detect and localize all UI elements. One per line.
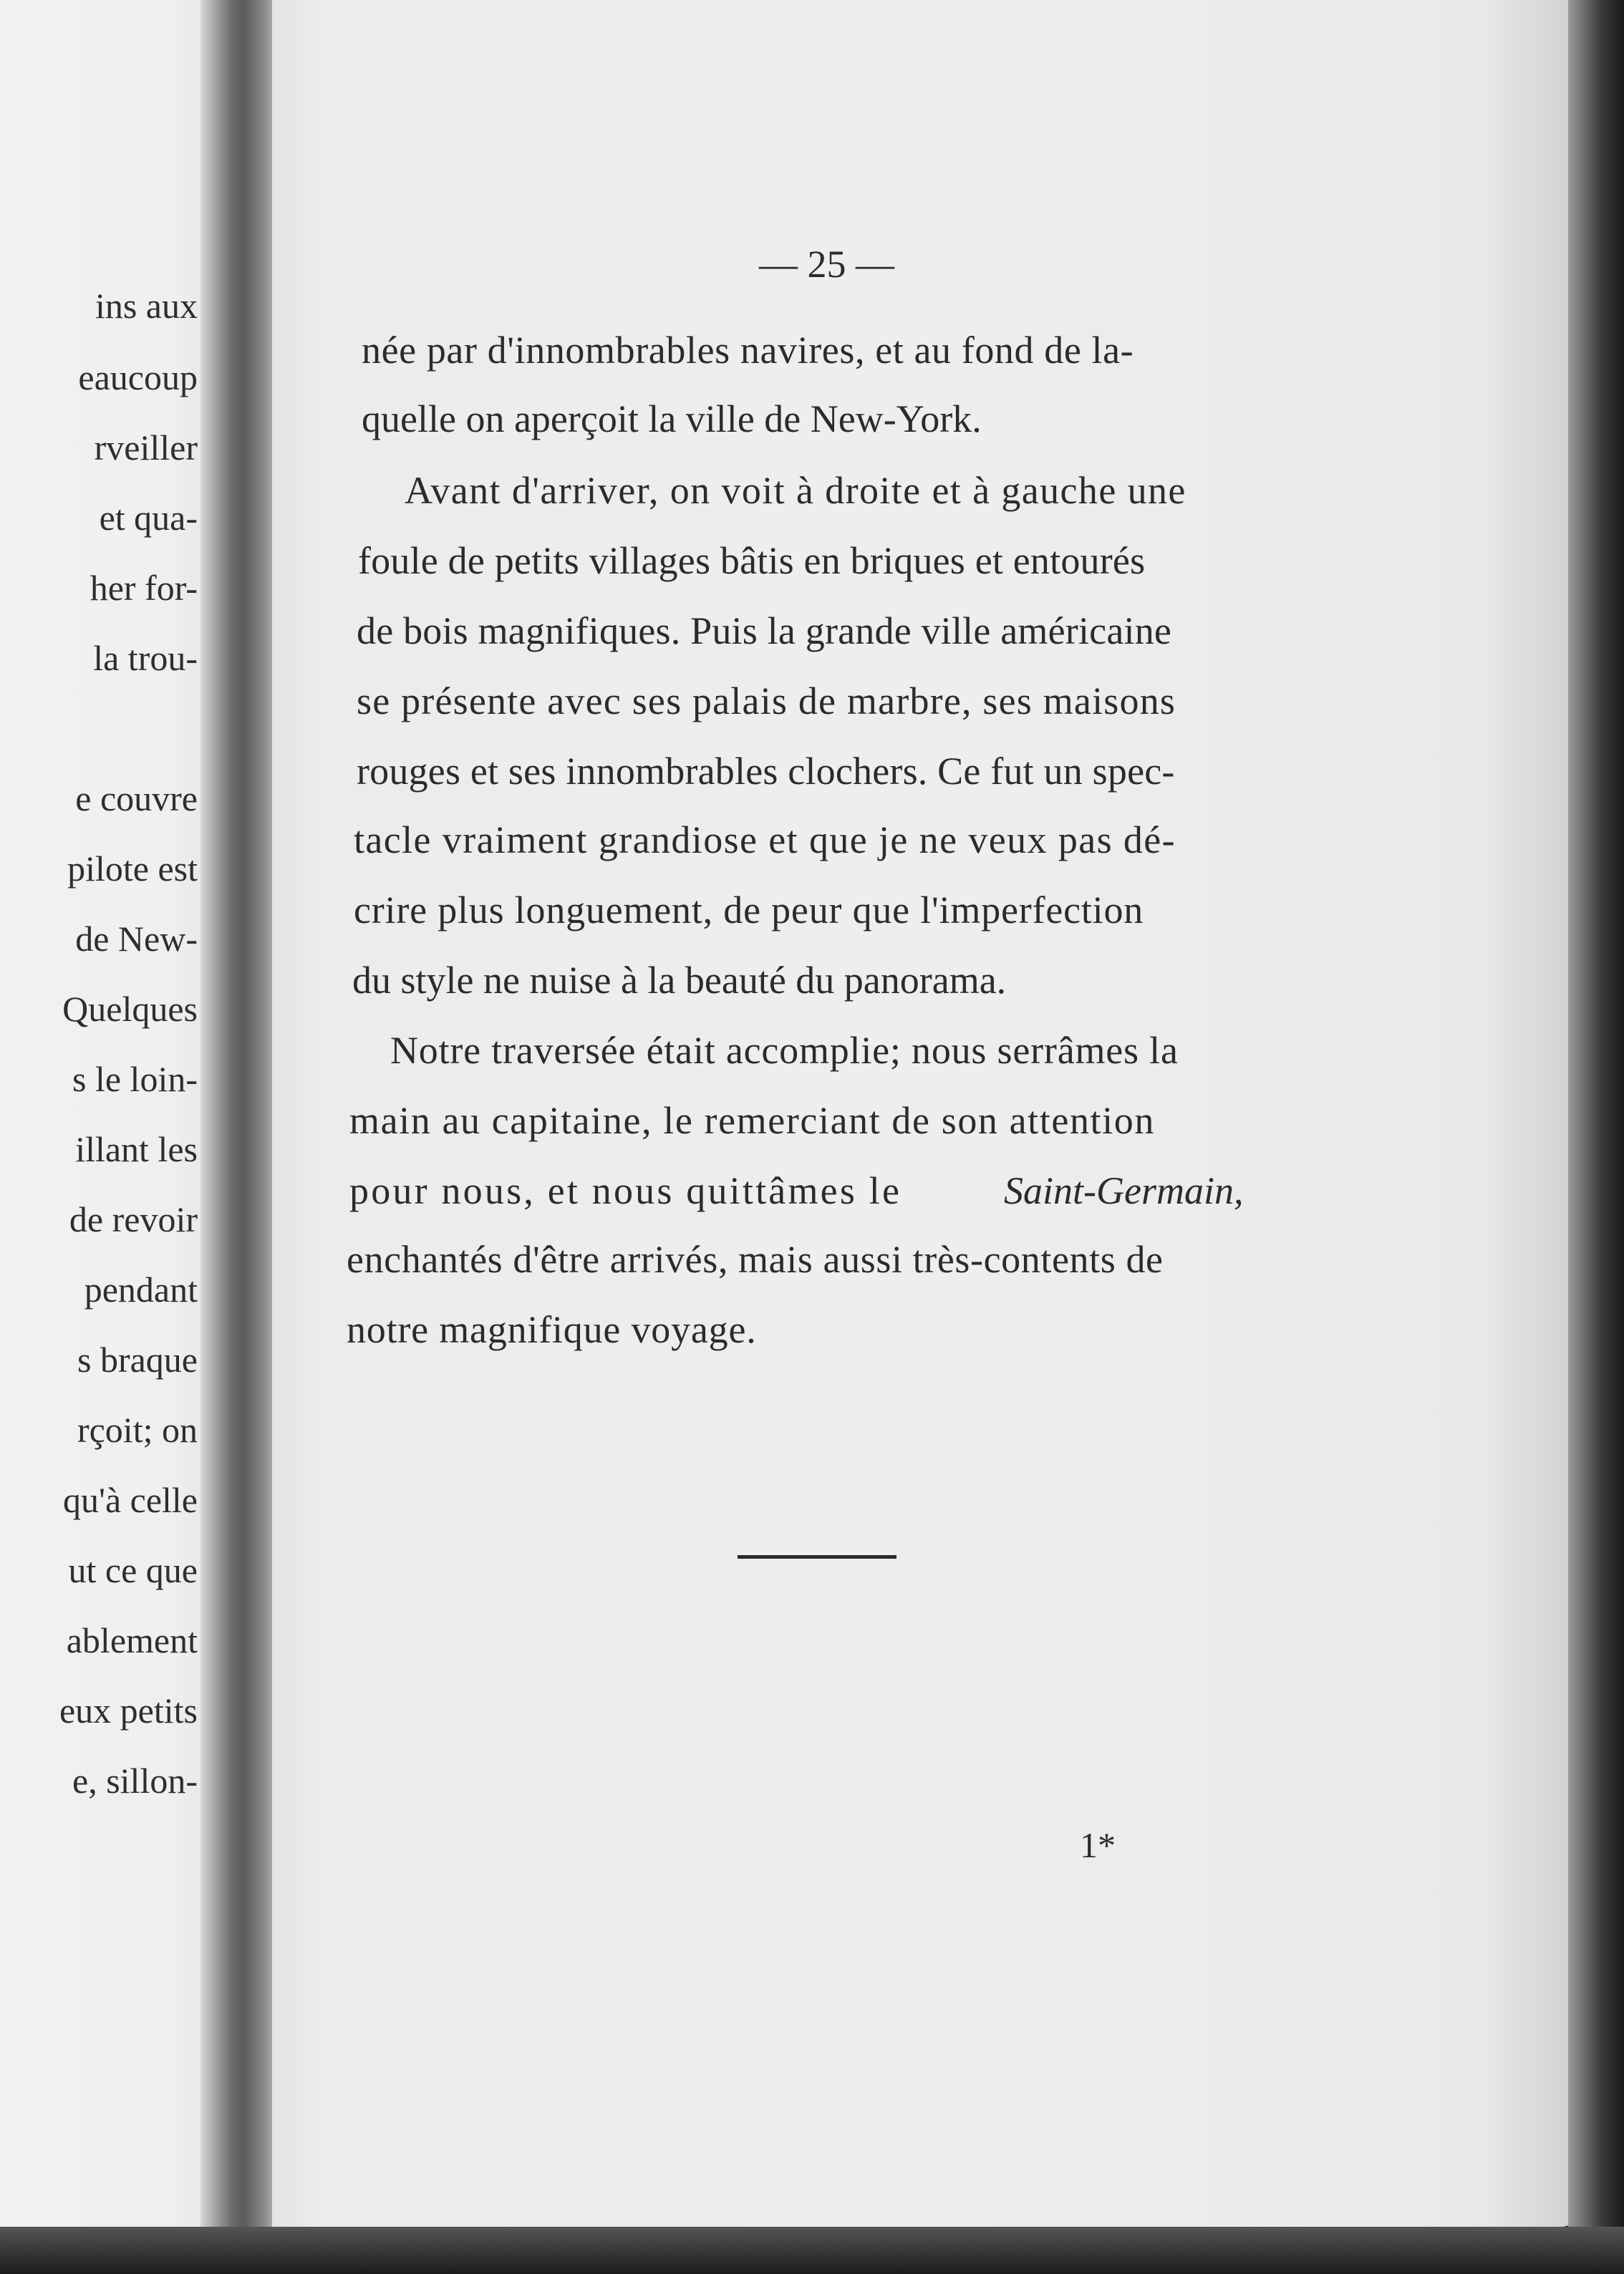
previous-page-line: rveiller (94, 427, 198, 468)
previous-page-line: de revoir (69, 1199, 198, 1239)
text-line: Notre traversée était accomplie; nous serrâmes la (390, 1029, 1179, 1072)
previous-page-line: qu'à celle (62, 1480, 198, 1520)
page-bottom-edge (0, 2227, 1624, 2274)
previous-page-line: la trou- (93, 638, 198, 678)
previous-page-line: ins aux (95, 286, 198, 326)
previous-page-line: s le loin- (72, 1059, 198, 1099)
signature-mark: 1* (1080, 1825, 1116, 1865)
previous-page-line: pilote est (67, 848, 198, 889)
text-line: main au capitaine, le remerciant de son attention (349, 1099, 1155, 1142)
text-line: crire plus longuement, de peur que l'imperfection (354, 889, 1144, 932)
previous-page-line: de New- (75, 919, 198, 959)
previous-page-line: s braque (77, 1340, 198, 1380)
text-line: foule de petits villages bâtis en briques et entourés (358, 539, 1146, 582)
previous-page-line: rçoit; on (77, 1410, 198, 1450)
text-line: tacle vraiment grandiose et que je ne veux pas dé- (354, 818, 1176, 861)
previous-page-line: ut ce que (68, 1550, 198, 1590)
text-line: se présente avec ses palais de marbre, ses maisons (357, 679, 1176, 722)
text-line: quelle on aperçoit la ville de New-York. (362, 397, 982, 440)
end-of-chapter-rule (738, 1555, 896, 1559)
page-number: — 25 — (759, 243, 894, 286)
previous-page (0, 0, 215, 2234)
previous-page-line: eaucoup (78, 357, 198, 397)
ship-name: Saint-Germain, (1004, 1169, 1244, 1212)
previous-page-line: illant les (75, 1129, 198, 1169)
previous-page-line: eux petits (59, 1690, 198, 1731)
text-line: notre magnifique voyage. (347, 1308, 757, 1351)
text-line: pour nous, et nous quittâmes le (349, 1169, 902, 1212)
page-edge (1568, 0, 1624, 2274)
text-line: enchantés d'être arrivés, mais aussi très-contents de (347, 1238, 1164, 1281)
text-line: du style ne nuise à la beauté du panorama. (352, 959, 1007, 1002)
previous-page-line: Quelques (62, 989, 198, 1029)
previous-page-line: e couvre (75, 778, 198, 818)
previous-page-line: her for- (90, 568, 198, 608)
previous-page-line: pendant (84, 1269, 198, 1310)
previous-page-line: e, sillon- (72, 1761, 198, 1801)
previous-page-line: et qua- (99, 498, 198, 538)
text-line: née par d'innombrables navires, et au fond de la- (362, 329, 1134, 372)
previous-page-line: ablement (66, 1620, 198, 1660)
text-line: de bois magnifiques. Puis la grande ville américaine (357, 609, 1172, 652)
text-line: Avant d'arriver, on voit à droite et à gauche une (405, 469, 1186, 512)
text-line: rouges et ses innombrables clochers. Ce fut un spec- (357, 750, 1175, 793)
